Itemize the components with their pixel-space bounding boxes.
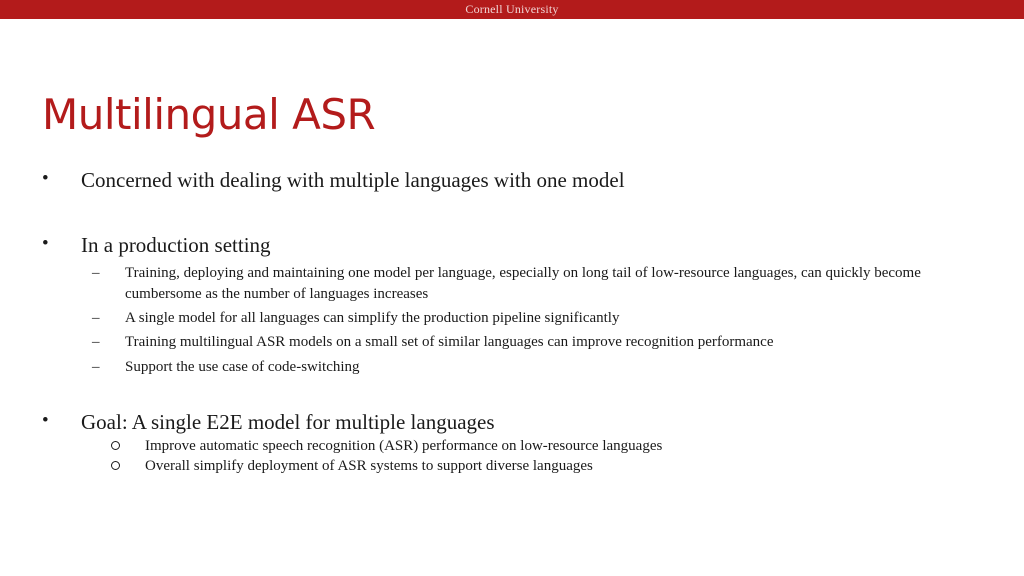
sub-bullet-text: Training, deploying and maintaining one model per language, especially on long tail of low-resource languages, can quickly become cumbersome as the number of languages increases xyxy=(125,265,921,302)
bullet-text: Goal: A single E2E model for multiple languages xyxy=(81,410,495,434)
dash-marker: – xyxy=(92,265,100,281)
sub-bullet-text: Overall simplify deployment of ASR systems to support diverse languages xyxy=(145,458,593,474)
sub-bullet-text: A single model for all languages can simplify the production pipeline significantly xyxy=(125,310,620,326)
dash-marker: – xyxy=(92,359,100,375)
dash-marker: – xyxy=(92,310,100,326)
circle-marker-icon xyxy=(111,461,120,470)
dash-marker: – xyxy=(92,334,100,350)
circle-marker-icon xyxy=(111,441,120,450)
slide-title: Multilingual ASR xyxy=(42,90,376,139)
bullet-dot: • xyxy=(42,168,49,189)
sub-bullet-text: Support the use case of code-switching xyxy=(125,359,360,375)
bullet-dot: • xyxy=(42,410,49,431)
bullet-text: Concerned with dealing with multiple languages with one model xyxy=(81,168,625,192)
top-banner xyxy=(0,0,1024,19)
bullet-text: In a production setting xyxy=(81,233,271,257)
bullet-dot: • xyxy=(42,233,49,254)
sub-bullet-text: Improve automatic speech recognition (ASR) performance on low-resource languages xyxy=(145,438,663,454)
university-name: Cornell University xyxy=(465,2,559,16)
sub-bullet-text: Training multilingual ASR models on a small set of similar languages can improve recognition performance xyxy=(125,334,774,350)
